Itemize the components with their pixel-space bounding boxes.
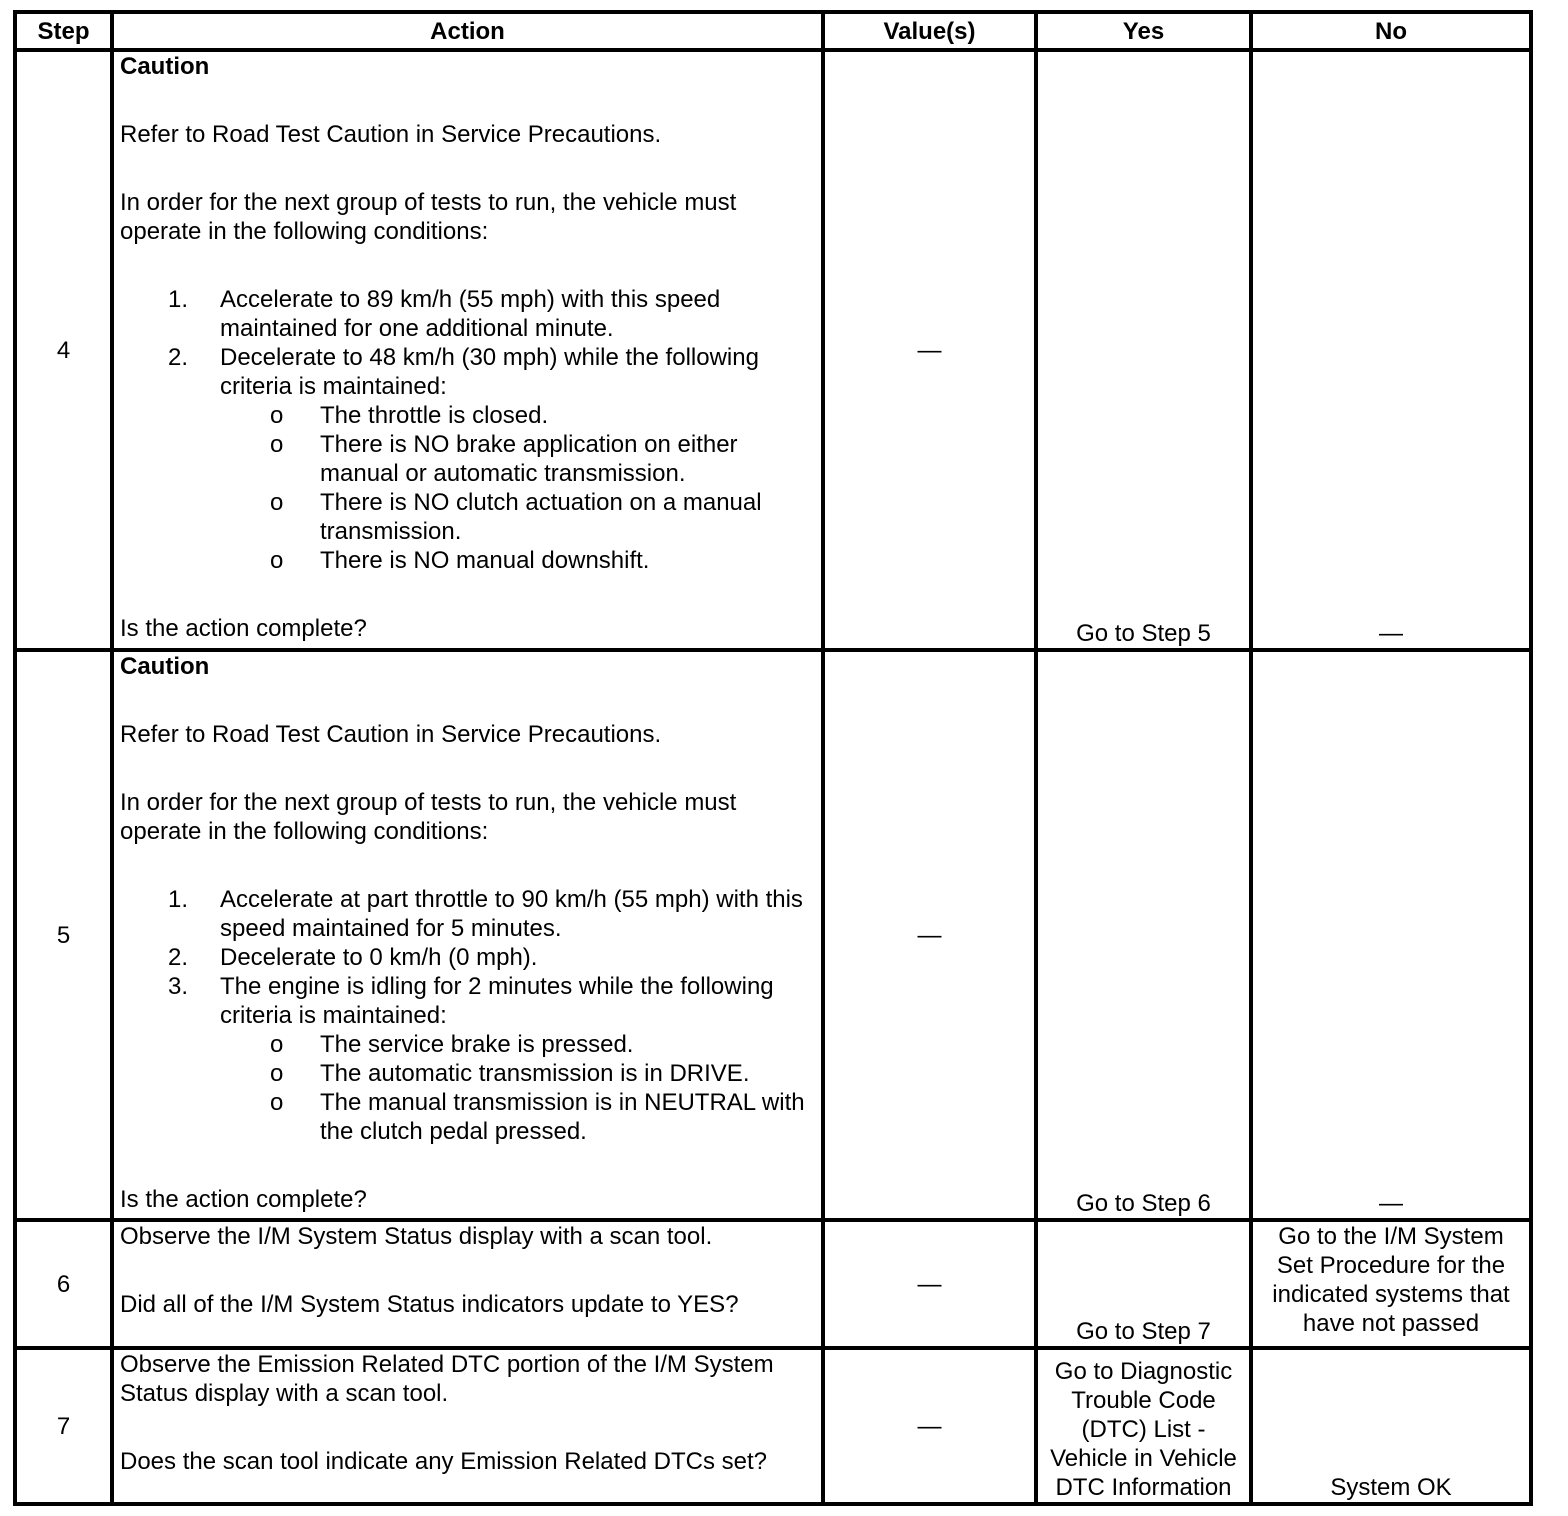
table-row-step-7 <box>15 1348 1531 1504</box>
conditions-list <box>120 885 815 1146</box>
criteria-list <box>220 1030 815 1146</box>
table-row-step-4 <box>15 50 1531 650</box>
yes-cell: Go to Step 7 <box>1036 1220 1251 1348</box>
value-cell: — <box>823 50 1036 650</box>
header-action: Action <box>112 12 823 50</box>
list-item: 1. Accelerate at part throttle to 90 km/h (55 mph) with this speed maintained for 5 minutes. <box>168 886 803 942</box>
action-question: Does the scan tool indicate any Emission Related DTCs set? <box>120 1448 767 1475</box>
action-cell <box>112 650 823 1220</box>
table-row-step-6 <box>15 1220 1531 1348</box>
step-number: 7 <box>15 1348 112 1504</box>
yes-cell: Go to Step 6 <box>1036 650 1251 1220</box>
conditions-intro: In order for the next group of tests to run, the vehicle must operate in the following conditions: <box>120 189 737 245</box>
list-item: o The automatic transmission is in DRIVE. <box>270 1060 750 1087</box>
header-values: Value(s) <box>823 12 1036 50</box>
conditions-list <box>120 285 815 575</box>
list-item: 3. The engine is idling for 2 minutes while the following criteria is maintained: o The service brake is pressed. o The automatic transmission is in DRIVE. o The manual transmission is in NEUTRAL with the clutch pedal pressed. <box>120 972 815 1146</box>
value-cell: — <box>823 1348 1036 1504</box>
header-yes: Yes <box>1036 12 1251 50</box>
list-item: o The service brake is pressed. <box>270 1031 634 1058</box>
table-row-step-5 <box>15 650 1531 1220</box>
action-cell <box>112 1348 823 1504</box>
header-step: Step <box>15 12 112 50</box>
step-number: 4 <box>15 50 112 650</box>
header-row <box>15 12 1531 50</box>
caution-reference: Refer to Road Test Caution in Service Precautions. <box>120 721 662 748</box>
diagnostic-steps-table <box>13 10 1533 1506</box>
list-item: 2. Decelerate to 0 km/h (0 mph). <box>168 944 538 971</box>
observe-instruction: Observe the I/M System Status display with a scan tool. <box>120 1223 713 1250</box>
observe-instruction: Observe the Emission Related DTC portion of the I/M System Status display with a scan tool. <box>120 1351 774 1407</box>
action-cell <box>112 1220 823 1348</box>
no-cell: Go to the I/M System Set Procedure for the indicated systems that have not passed <box>1251 1220 1531 1348</box>
list-item: o There is NO brake application on either manual or automatic transmission. <box>270 431 738 487</box>
list-item: 1. Accelerate to 89 km/h (55 mph) with this speed maintained for one additional minute. <box>168 286 721 342</box>
list-item: o The throttle is closed. <box>270 402 549 429</box>
action-question: Is the action complete? <box>120 615 367 642</box>
action-cell <box>112 50 823 650</box>
header-no: No <box>1251 12 1531 50</box>
no-cell: System OK <box>1251 1348 1531 1504</box>
list-item: o The manual transmission is in NEUTRAL with the clutch pedal pressed. <box>270 1089 805 1145</box>
yes-cell: Go to Step 5 <box>1036 50 1251 650</box>
caution-heading: Caution <box>120 653 210 680</box>
caution-reference: Refer to Road Test Caution in Service Precautions. <box>120 121 662 148</box>
action-question: Is the action complete? <box>120 1186 367 1213</box>
step-number: 5 <box>15 650 112 1220</box>
list-item: o There is NO manual downshift. <box>270 547 650 574</box>
caution-heading: Caution <box>120 53 210 80</box>
criteria-list <box>220 401 815 575</box>
value-cell: — <box>823 1220 1036 1348</box>
conditions-intro: In order for the next group of tests to run, the vehicle must operate in the following conditions: <box>120 789 737 845</box>
list-item: 2. Decelerate to 48 km/h (30 mph) while the following criteria is maintained: o The throttle is closed. o There is NO brake application on either manual or automatic transmission. o There is NO clutch actuation on a manual transmission. o There is NO manual downshift. <box>120 343 815 575</box>
no-cell: — <box>1251 650 1531 1220</box>
action-question: Did all of the I/M System Status indicators update to YES? <box>120 1291 739 1318</box>
list-item: o There is NO clutch actuation on a manual transmission. <box>270 489 762 545</box>
no-cell: — <box>1251 50 1531 650</box>
yes-cell: Go to Diagnostic Trouble Code (DTC) List - Vehicle in Vehicle DTC Information <box>1036 1348 1251 1504</box>
value-cell: — <box>823 650 1036 1220</box>
step-number: 6 <box>15 1220 112 1348</box>
